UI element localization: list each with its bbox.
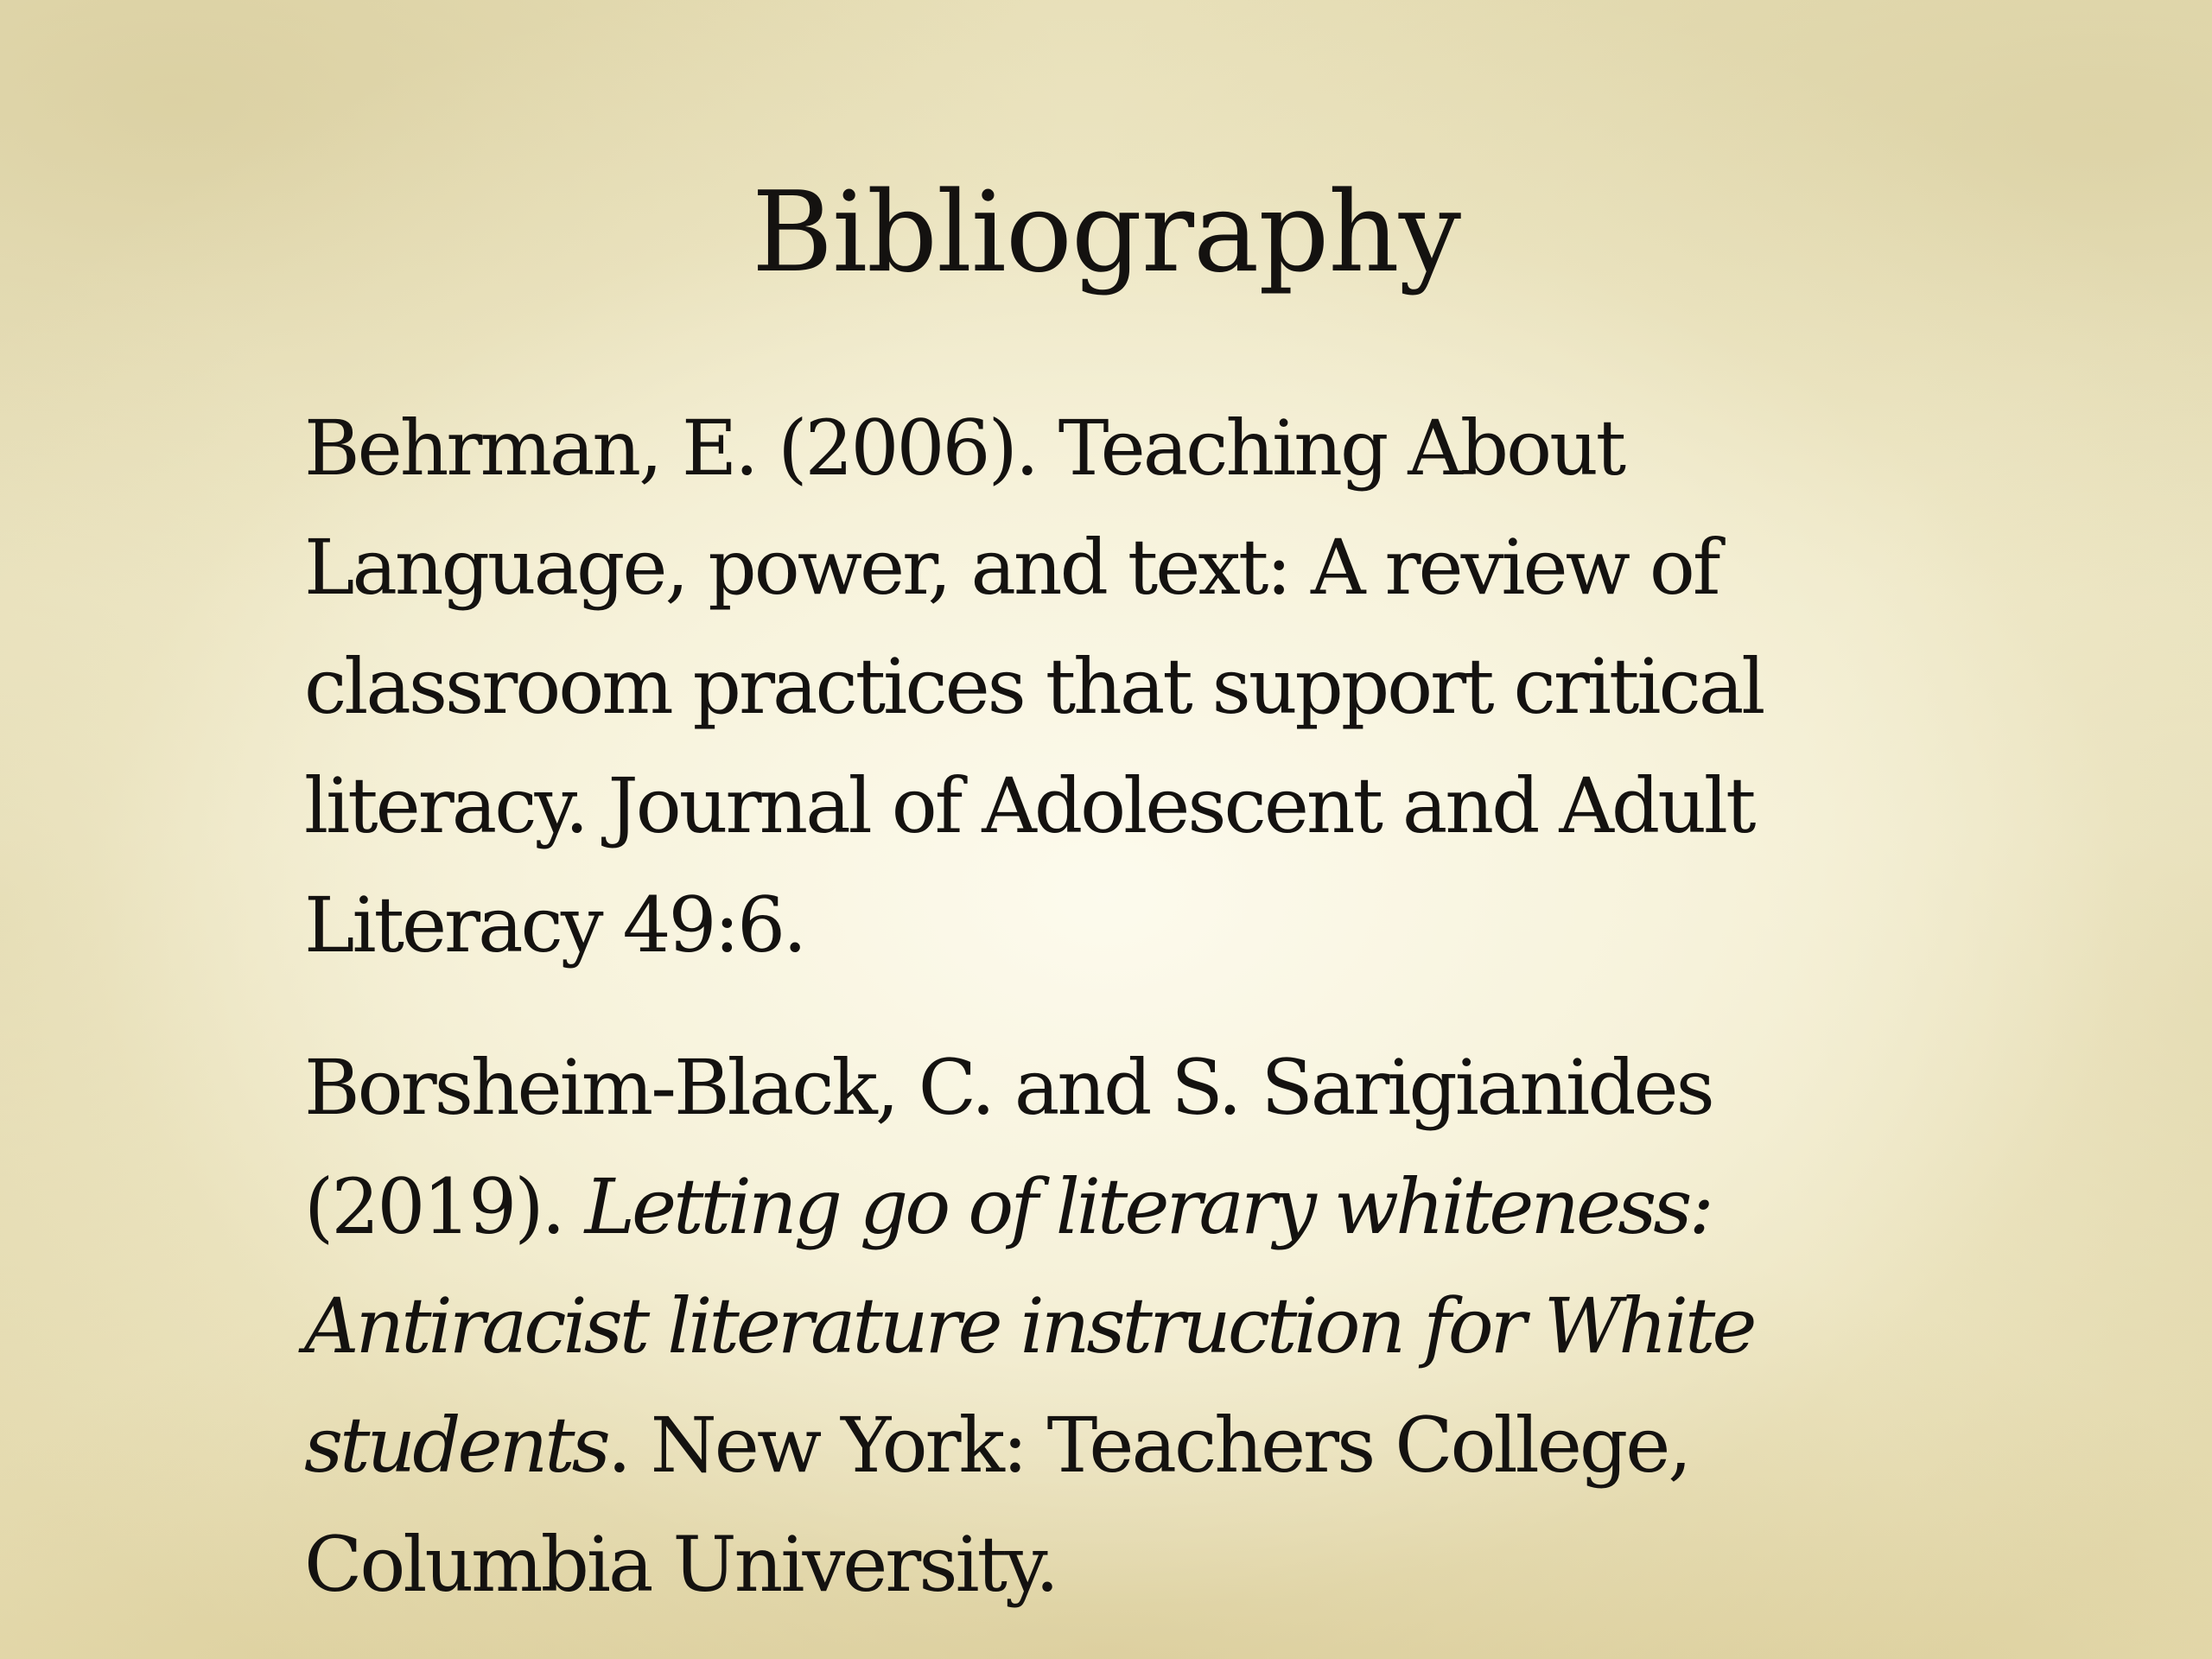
reference-line: Columbia University. xyxy=(304,1520,1058,1609)
reference-behrman xyxy=(304,389,2050,985)
reference-borsheim-black xyxy=(304,1028,2050,1624)
reference-book-title: students xyxy=(304,1401,607,1490)
reference-line: Language, power, and text: A review of xyxy=(304,523,1719,612)
reference-year: (2019). xyxy=(304,1162,585,1251)
reference-line: Borsheim-Black, C. and S. Sarigianides xyxy=(304,1043,1713,1132)
reference-book-title: Letting go of literary whiteness: xyxy=(584,1162,1712,1251)
reference-line xyxy=(304,1386,2050,1505)
reference-publisher: . New York: Teachers College, xyxy=(607,1401,1690,1490)
reference-line: classroom practices that support critical xyxy=(304,642,1764,731)
reference-line xyxy=(304,1147,2050,1267)
bibliography-list xyxy=(304,389,2050,1624)
reference-line: Behrman, E. (2006). Teaching About xyxy=(304,404,1624,493)
reference-line: literacy. Journal of Adolescent and Adult xyxy=(304,761,1754,850)
reference-book-title: Antiracist literature instruction for White xyxy=(304,1281,1754,1370)
slide-title: Bibliography xyxy=(752,168,1460,297)
reference-line: Literacy 49:6. xyxy=(304,880,805,969)
